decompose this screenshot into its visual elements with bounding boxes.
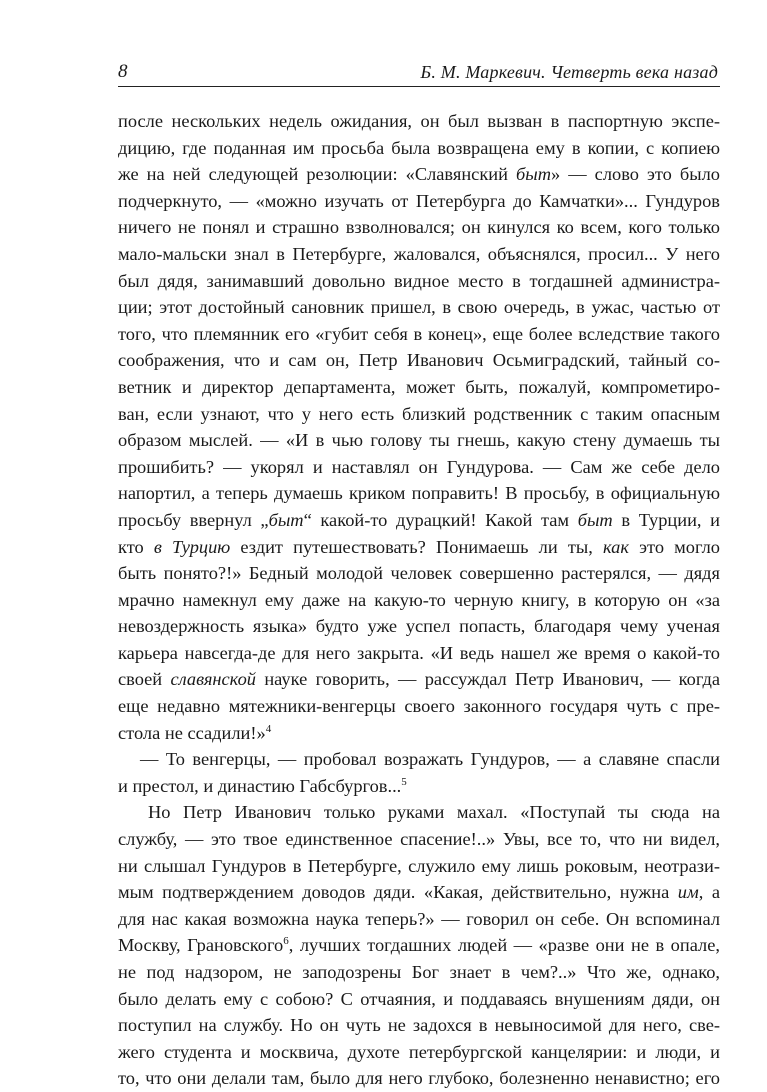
text-line <box>118 294 720 321</box>
text-line <box>118 1065 720 1092</box>
text-line <box>118 507 720 534</box>
text-line <box>118 108 720 135</box>
body-text <box>118 108 720 1092</box>
text-segment: кто <box>118 536 154 557</box>
text-segment: поступил на службу. Но он чуть не задохся в невыносимой для него, све- <box>118 1015 720 1036</box>
text-segment: прошибить? — укорял и наставлял он Гундурова. — Сам же себе дело <box>118 456 720 477</box>
text-segment: еще недавно мятежники-венгерцы своего законного государя чуть с пре- <box>118 696 720 717</box>
text-segment: был дядя, занимавший довольно видное место в тогдашней администра- <box>118 270 720 291</box>
text-line <box>118 401 720 428</box>
text-segment: невоздержность языка» будто уже успел попасть, благодаря чему ученая <box>118 616 720 637</box>
text-line <box>118 454 720 481</box>
text-segment: для нас какая возможна наука теперь?» — говорил он себе. Он вспоминал <box>118 908 720 929</box>
running-header <box>118 62 720 87</box>
italic-text: им <box>677 882 699 903</box>
text-segment: , а <box>698 882 721 903</box>
text-line <box>118 587 720 614</box>
text-segment: службу, — это твое единственное спасение!..» Увы, все то, что ни видел, <box>118 829 720 850</box>
text-line <box>118 1012 720 1039</box>
text-segment: ни слышал Гундуров в Петербурге, служило ему лишь роковым, неотрази- <box>118 855 720 876</box>
text-segment: мало-мальски знал в Петербурге, жаловался, объяснялся, просил... У него <box>118 243 720 264</box>
text-line <box>118 746 720 773</box>
text-line <box>118 666 720 693</box>
text-line <box>118 135 720 162</box>
text-segment: мым подтверждением доводов дяди. «Какая, действительно, нужна <box>118 882 678 903</box>
italic-text: славянской <box>170 669 256 690</box>
text-segment: “ какой-то дурацкий! Какой там <box>303 509 578 530</box>
text-line <box>118 268 720 295</box>
text-segment: своей <box>118 669 171 690</box>
text-line <box>118 427 720 454</box>
text-line <box>118 534 720 561</box>
text-line <box>118 932 720 959</box>
text-segment: просьбу ввернул „ <box>118 509 269 530</box>
text-segment: стола не ссадили!» <box>118 722 266 743</box>
text-line <box>118 374 720 401</box>
text-line <box>118 214 720 241</box>
text-segment: то, что они делали там, было для него глубоко, болезненно ненавистно; его <box>118 1068 720 1089</box>
text-line <box>118 321 720 348</box>
text-line <box>118 188 720 215</box>
footnote-marker: 6 <box>283 935 289 948</box>
italic-text: быт <box>577 509 613 530</box>
text-segment: не под надзором, не заподозрены Бог знает в чем?..» Что же, однако, <box>118 962 720 982</box>
footnote-marker: 5 <box>401 775 407 788</box>
text-segment: Но Петр Иванович только руками махал. «Поступай ты сюда на <box>148 802 720 823</box>
text-segment: мрачно намекнул ему даже на какую-то черную книгу, в которую он «за <box>118 589 720 610</box>
text-line <box>118 773 720 800</box>
text-segment: жего студента и москвича, духоте петербургской канцелярии: и люди, и <box>118 1041 720 1062</box>
text-line <box>118 986 720 1013</box>
text-segment: » — слово это было <box>551 164 720 185</box>
text-line <box>118 241 720 268</box>
text-line <box>118 959 720 986</box>
text-line <box>118 906 720 933</box>
text-segment: же на ней следующей резолюции: «Славянский <box>118 164 516 185</box>
text-line <box>118 480 720 507</box>
text-line <box>118 640 720 667</box>
text-segment: быть понято?!» Бедный молодой человек совершенно растерялся, — дядя <box>118 563 720 584</box>
text-segment: ветник и директор департамента, может быть, пожалуй, компрометиро- <box>118 376 720 397</box>
text-segment: соображения, что и сам он, Петр Иванович Осьмиградский, тайный со- <box>118 350 720 371</box>
text-line <box>118 1039 720 1066</box>
text-segment: после нескольких недель ожидания, он был вызван в паспортную экспе- <box>118 111 720 131</box>
text-segment: напортил, а теперь думаешь криком поправить! В просьбу, в официальную <box>118 483 720 504</box>
text-segment: того, что племянник его «губит себя в конец», еще более вследствие такого <box>118 323 720 344</box>
text-line <box>118 560 720 587</box>
text-line <box>118 799 720 826</box>
text-segment: подчеркнуто, — «можно изучать от Петербурга до Камчатки»... Гундуров <box>118 190 720 211</box>
text-segment: карьера навсегда-де для него закрыта. «И ведь нашел же время о какой-то <box>118 642 720 663</box>
text-segment: было делать ему с собою? С отчаяния, и поддаваясь внушениям дяди, он <box>118 988 720 1009</box>
text-line <box>118 720 720 747</box>
text-line <box>118 613 720 640</box>
text-line <box>118 161 720 188</box>
italic-text: как <box>603 536 629 557</box>
text-line <box>118 347 720 374</box>
text-segment: науке говорить, — рассуждал Петр Иванович, — когда <box>255 669 720 690</box>
text-segment: дицию, где поданная им просьба была возвращена ему в копии, с копиею <box>118 137 720 158</box>
text-segment: ездит путешествовать? Понимаешь ли ты, <box>230 536 604 557</box>
text-segment: ван, если узнают, что у него есть близкий родственник с таким опасным <box>118 403 720 424</box>
text-line <box>118 853 720 880</box>
text-segment: Москву, Грановского <box>118 935 284 956</box>
footnote-marker: 4 <box>265 722 272 735</box>
text-line <box>118 693 720 720</box>
italic-text: быт <box>268 509 304 530</box>
text-segment: , лучших тогдашних людей — «разве они не в опале, <box>288 935 720 956</box>
italic-text: в Турцию <box>153 536 231 557</box>
page-number: 8 <box>118 61 128 82</box>
running-title: Б. М. Маркевич. Четверть века назад <box>420 62 718 82</box>
text-segment: это могло <box>628 536 720 557</box>
italic-text: быт <box>516 164 551 185</box>
text-line <box>118 879 720 906</box>
text-segment: ции; этот достойный сановник пришел, в свою очередь, в ужас, частью от <box>118 297 720 318</box>
text-segment: ничего не понял и страшно взволновался; он кинулся ко всем, кого только <box>118 217 720 238</box>
text-segment: в Турции, и <box>612 509 721 530</box>
text-segment: образом мыслей. — «И в чью голову ты гнешь, какую стену думаешь ты <box>118 430 720 451</box>
text-segment: — То венгерцы, — пробовал возражать Гундуров, — а славяне спасли <box>140 749 720 770</box>
text-segment: и престол, и династию Габсбургов... <box>118 775 402 796</box>
text-line <box>118 826 720 853</box>
